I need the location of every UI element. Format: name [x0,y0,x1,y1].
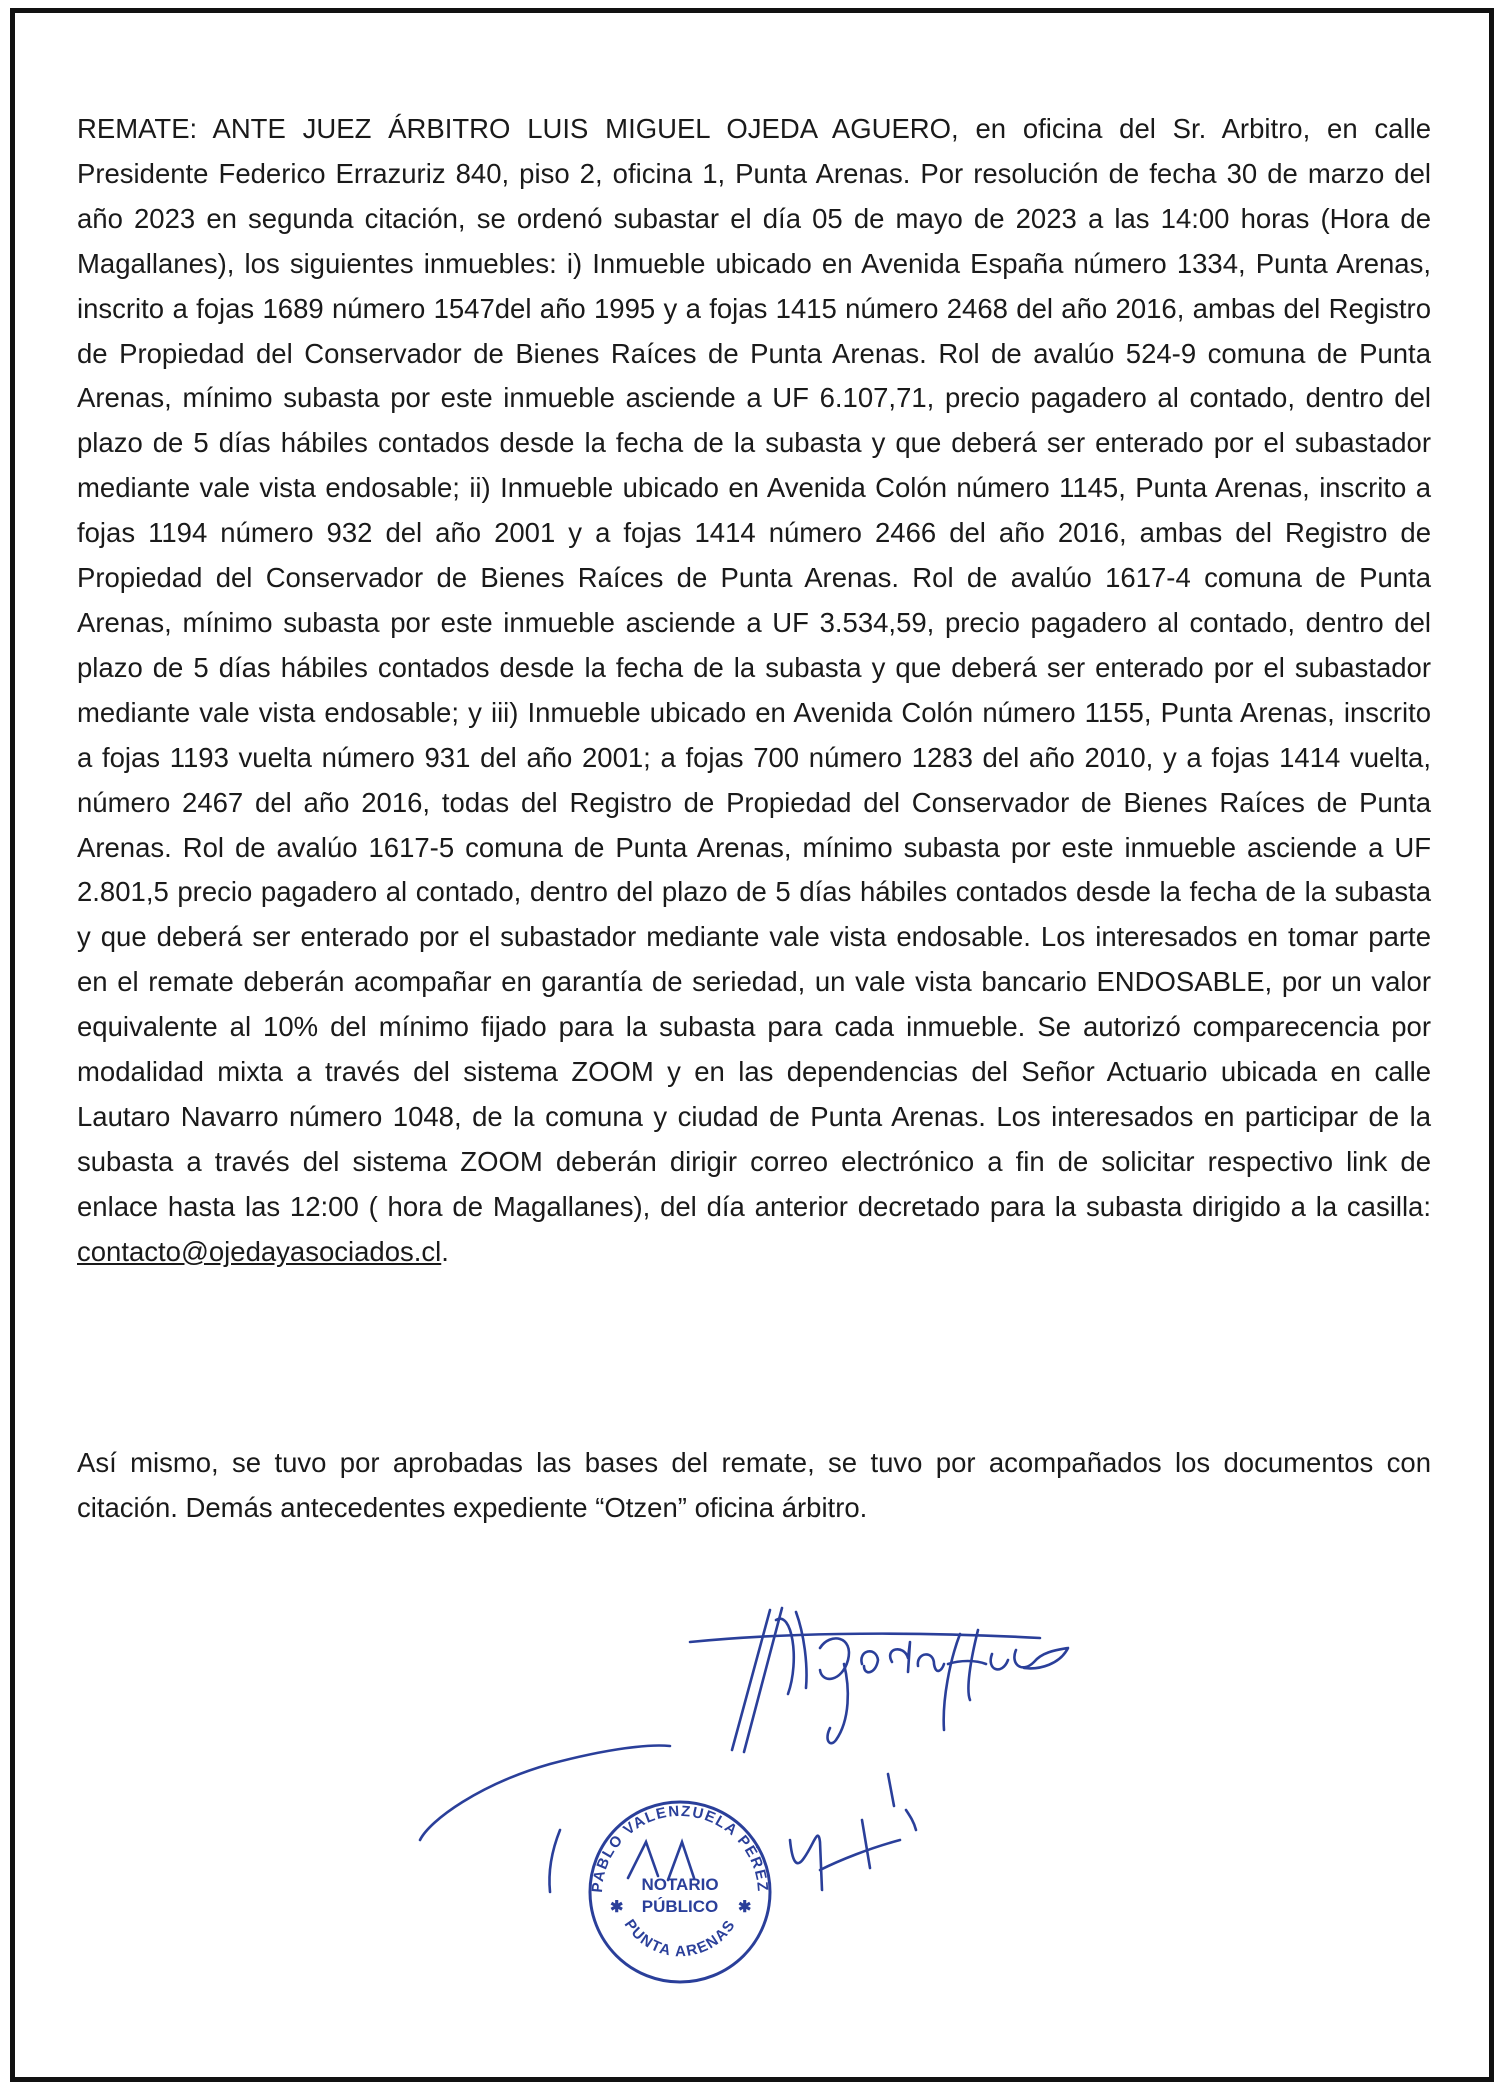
notary-stamp [580,1790,780,1990]
auction-notice-end: . [441,1235,449,1267]
approval-paragraph: Así mismo, se tuvo por aprobadas las bases del remate, se tuvo por acompañados los documentos con citación. Demás antecedentes expediente “Otzen” oficina árbitro. [77,1447,1431,1523]
svg-text:PUNTA ARENAS [621,1916,739,1960]
stamp-title-line1: NOTARIO [641,1875,719,1894]
stamp-name: PABLO VALENZUELA PÉREZ [588,1802,772,1894]
stamp-city: PUNTA ARENAS [620,1916,740,1961]
auction-notice-text: REMATE: ANTE JUEZ ÁRBITRO LUIS MIGUEL OJEDA AGUERO, en oficina del Sr. Arbitro, en calle Presidente Federico Errazuriz 840, piso 2, oficina 1, Punta Arenas. Por resolución de fecha 30 de marzo del año 2023 en segunda citación, se ordenó subastar el día 05 de mayo de 2023 a las 14:00 horas (Hora de Magallanes), los siguientes inmuebles: i) Inmueble ubicado en Avenida España número 1334, Punta Arenas, inscrito a fojas 1689 número 1547del año 1995 y a fojas 1415 número 2468 del año 2016, ambas del Registro de Propiedad del Conservador de Bienes Raíces de Punta Arenas. Rol de avalúo 524-9 comuna de Punta Arenas, mínimo subasta por este inmueble asciende a UF 6.107,71, precio pagadero al contado, dentro del plazo de 5 días hábiles contados desde la fecha de la subasta y que deberá ser enterado por el subastador mediante vale vista endosable; ii) Inmueble ubicado en Avenida Colón número 1145, Punta Arenas, inscrito a fojas 1194 número 932 del año 2001 y a fojas 1414 número 2466 del año 2016, ambas del Registro de Propiedad del Conservador de Bienes Raíces de Punta Arenas. Rol de avalúo 1617-4 comuna de Punta Arenas, mínimo subasta por este inmueble asciende a UF 3.534,59, precio pagadero al contado, dentro del plazo de 5 días hábiles contados desde la fecha de la subasta y que deberá ser enterado por el subastador mediante vale vista endosable; y iii) Inmueble ubicado en Avenida Colón número 1155, Punta Arenas, inscrito a fojas 1193 vuelta número 931 del año 2001; a fojas 700 número 1283 del año 2010, y a fojas 1414 vuelta, número 2467 del año 2016, todas del Registro de Propiedad del Conservador de Bienes Raíces de Punta Arenas. Rol de avalúo 1617-5 comuna de Punta Arenas, mínimo subasta por este inmueble asciende a UF 2.801,5 precio pagadero al contado, dentro del plazo de 5 días hábiles contados desde la fecha de la subasta y que deberá ser enterado por el subastador mediante vale vista endosable. Los interesados en tomar parte en el remate deberán acompañar en garantía de seriedad, un vale vista bancario ENDOSABLE, por un valor equivalente al 10% del mínimo fijado para la subasta para cada inmueble. Se autorizó comparecencia por modalidad mixta a través del sistema ZOOM y en las dependencias del Señor Actuario ubicada en calle Lautaro Navarro número 1048, de la comuna y ciudad de Punta Arenas. Los interesados en participar de la subasta a través del sistema ZOOM deberán dirigir correo electrónico a fin de solicitar respectivo link de enlace hasta las 12:00 ( hora de Magallanes), del día anterior decretado para la subasta dirigido a la casilla: [77,113,1431,1222]
stamp-star-left: ✱ [610,1899,624,1916]
stamp-title-line2: PÚBLICO [641,1897,719,1916]
auction-notice-paragraph [77,107,1431,1275]
contact-email-link[interactable]: contacto@ojedayasociados.cl [77,1235,442,1267]
stamp-star-right: ✱ [738,1899,752,1916]
